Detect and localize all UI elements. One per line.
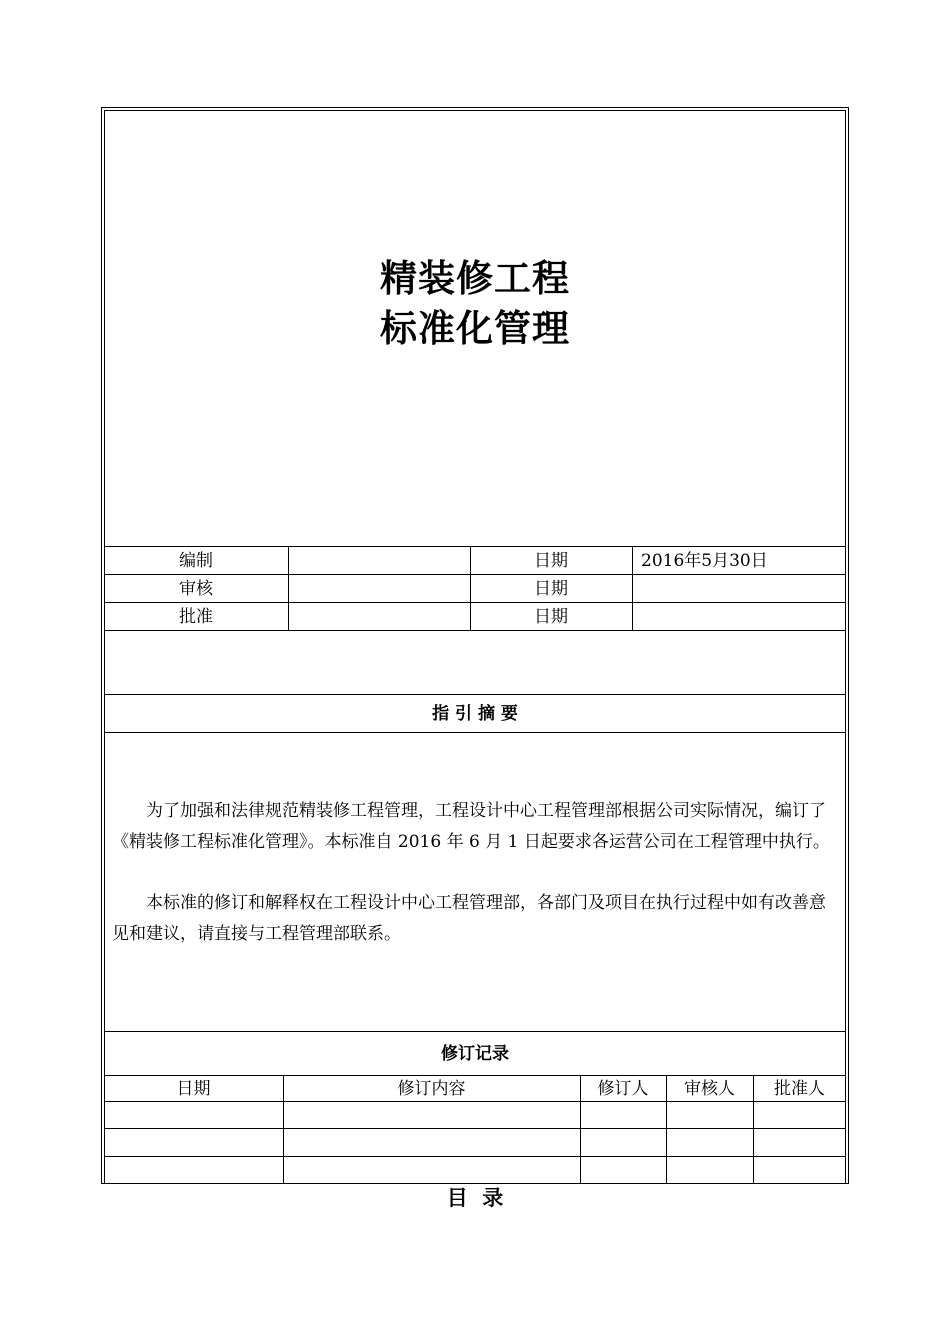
- summary-paragraph-2: 本标准的修订和解释权在工程设计中心工程管理部，各部门及项目在执行过程中如有改善意见和建议，请直接与工程管理部联系。: [112, 893, 826, 944]
- approval-table-bottom-border: [104, 630, 846, 631]
- approval-date-label: 日期: [534, 579, 568, 599]
- approval-date-value: 2016年5月30日: [641, 551, 768, 571]
- approval-date-label: 日期: [534, 551, 568, 571]
- summary-top-border: [104, 694, 846, 695]
- approval-table-col-divider: [288, 546, 289, 630]
- approval-date-label: 日期: [534, 607, 568, 627]
- cover-title-line2: 标准化管理: [380, 307, 570, 350]
- approval-role-cell: 审核: [179, 579, 213, 599]
- revision-col-header-approver: 批准人: [774, 1079, 825, 1099]
- cover-title-line1: 精装修工程: [380, 257, 570, 300]
- approval-role-cell: 编制: [179, 551, 213, 571]
- revision-heading: 修订记录: [441, 1044, 509, 1064]
- revision-row-divider: [104, 1101, 846, 1102]
- revision-col-header-content: 修订内容: [397, 1079, 466, 1099]
- approval-table-top-border: [104, 546, 846, 547]
- revision-row-divider: [104, 1156, 846, 1157]
- revision-col-header-reviser: 修订人: [597, 1079, 649, 1099]
- approval-table-row-divider: [104, 574, 846, 575]
- revision-col-header-reviewer: 审核人: [684, 1079, 735, 1099]
- toc-heading: 目 录: [446, 1186, 504, 1210]
- revision-row-divider: [104, 1128, 846, 1129]
- approval-table-col-divider: [632, 546, 633, 630]
- revision-col-header-date: 日期: [176, 1079, 211, 1099]
- summary-heading: 指 引 摘 要: [432, 704, 518, 724]
- approval-table-row-divider: [104, 602, 846, 603]
- approval-role-cell: 批准: [179, 607, 213, 627]
- revision-top-border: [104, 1031, 846, 1032]
- summary-paragraph-1: 为了加强和法律规范精装修工程管理，工程设计中心工程管理部根据公司实际情况，编订了《精装修工程标准化管理》。本标准自 2016 年 6 月 1 日起要求各运营公司在工程管理中执行。: [112, 801, 830, 852]
- revision-header-top-border: [104, 1075, 846, 1076]
- summary-heading-divider: [104, 732, 846, 733]
